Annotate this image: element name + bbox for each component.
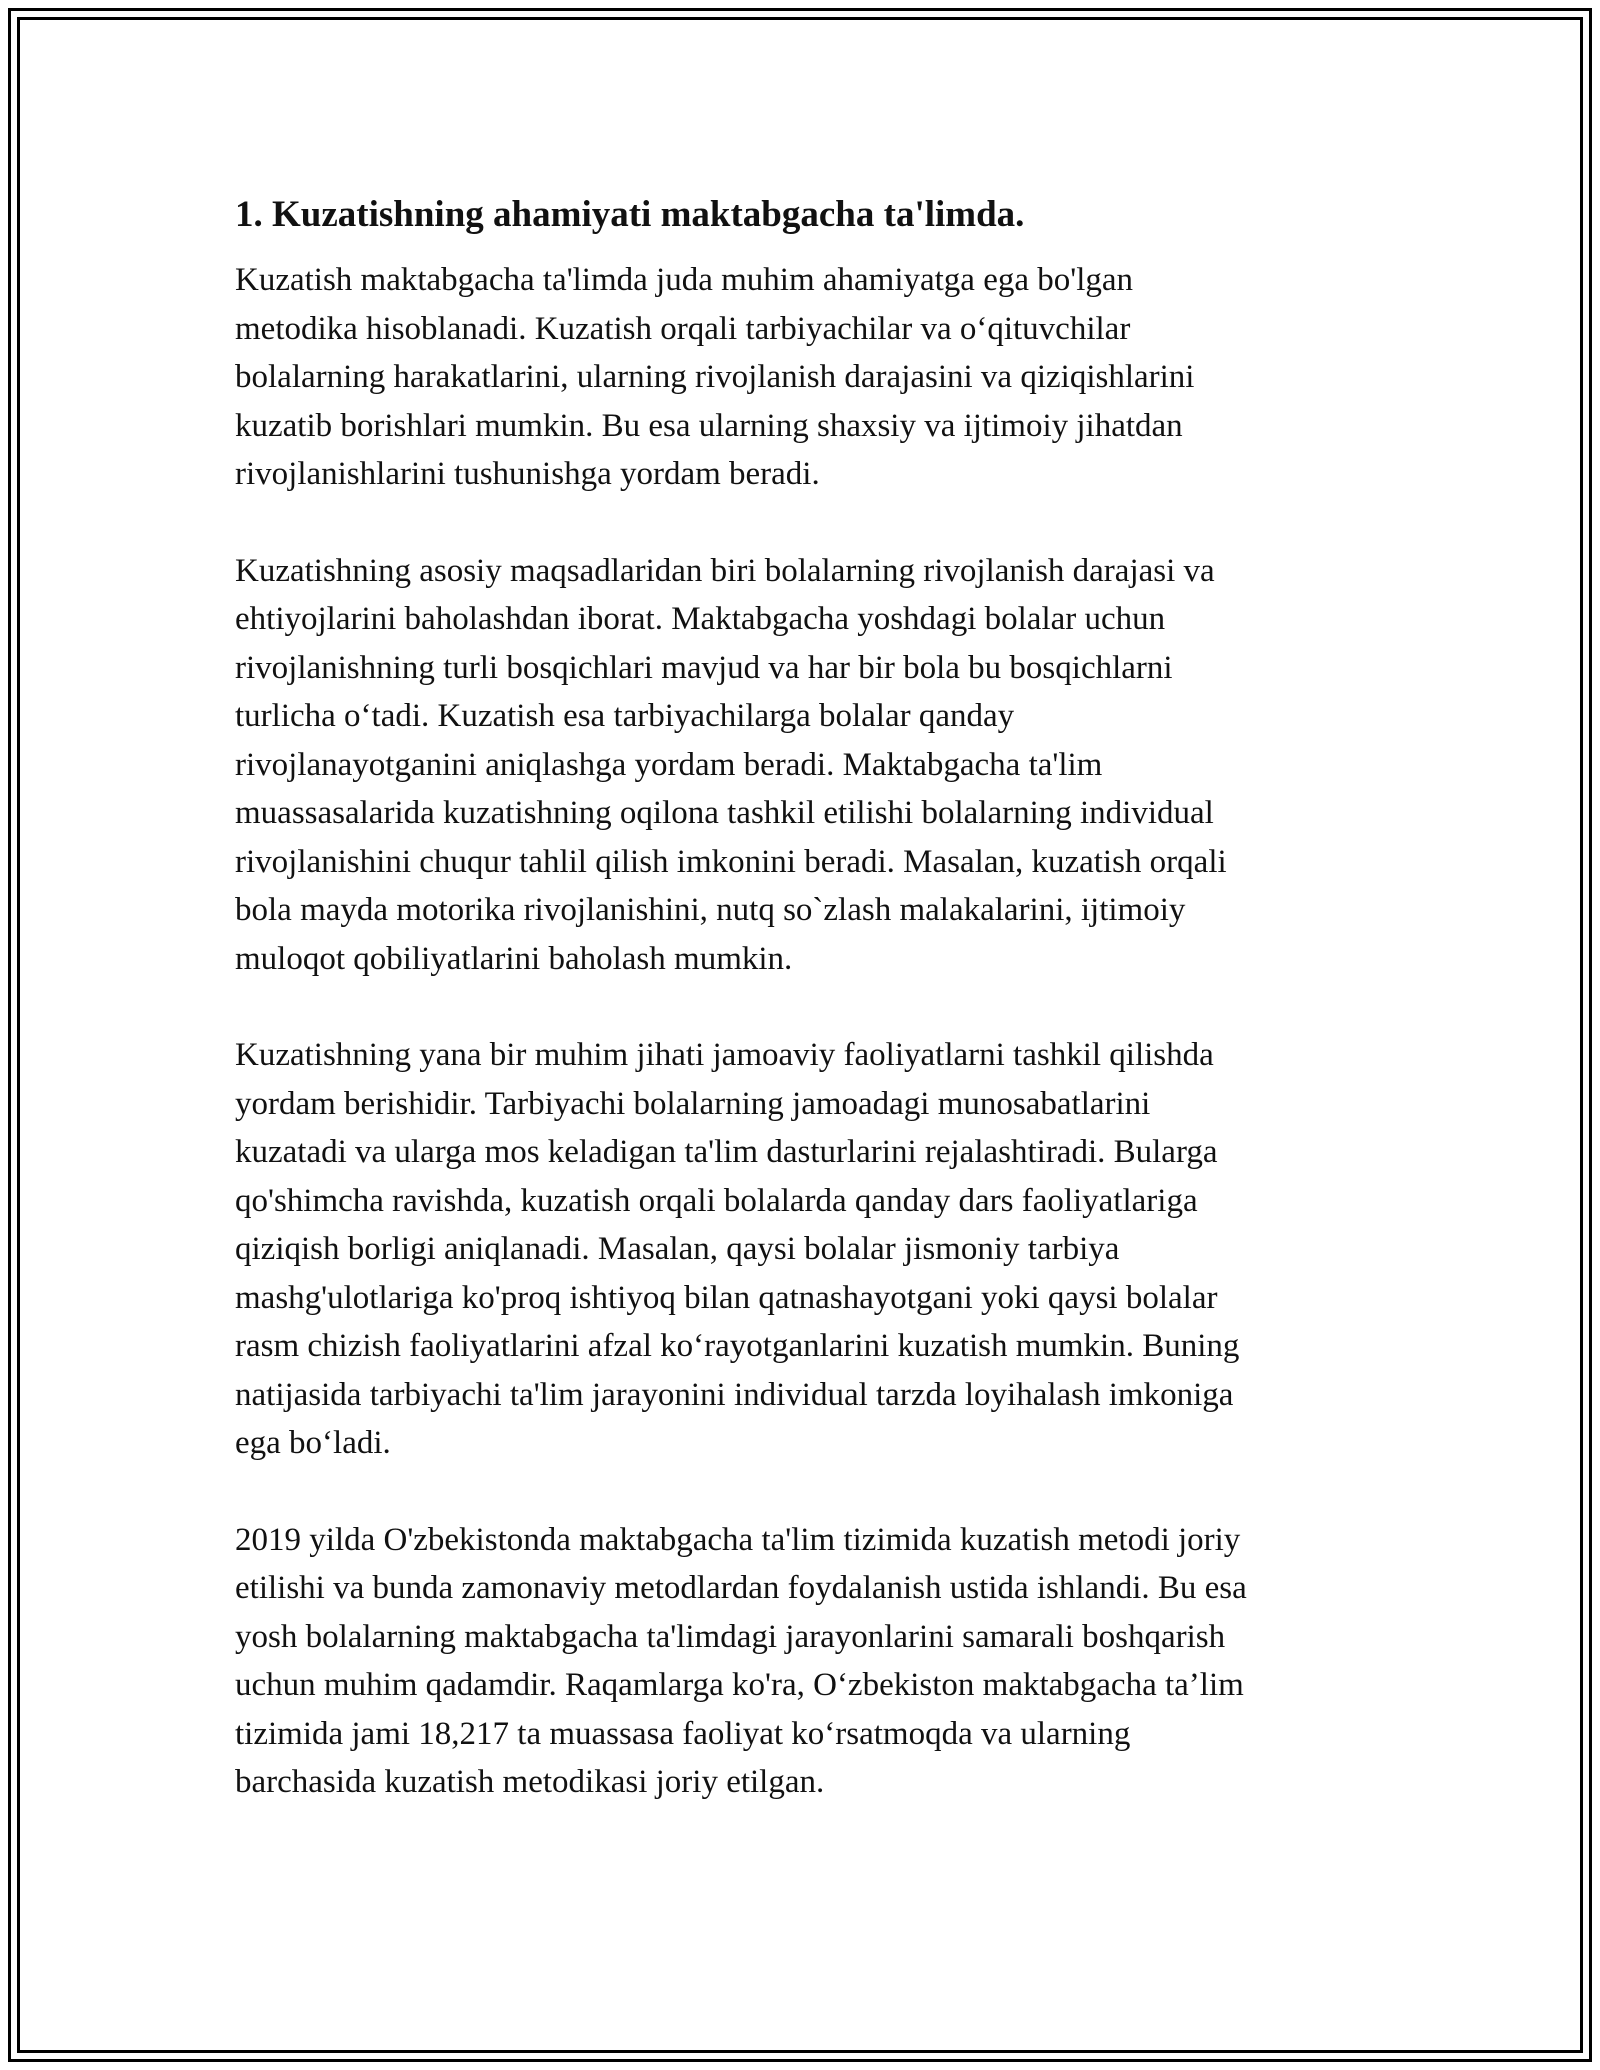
paragraph-line: Kuzatishning asosiy maqsadlaridan biri bolalarning rivojlanish darajasi va xyxy=(235,552,1215,589)
paragraph-line: rivojlanayotganini aniqlashga yordam beradi. Maktabgacha ta'lim xyxy=(235,746,1103,783)
paragraph-3 xyxy=(235,1031,1375,1468)
paragraph-line: metodika hisoblanadi. Kuzatish orqali tarbiyachilar va o‘qituvchilar xyxy=(235,310,1131,347)
paragraph-line: yosh bolalarning maktabgacha ta'limdagi jarayonlarini samarali boshqarish xyxy=(235,1618,1226,1655)
paragraph-line: qiziqish borligi aniqlanadi. Masalan, qaysi bolalar jismoniy tarbiya xyxy=(235,1231,1120,1267)
paragraph-line: rivojlanishning turli bosqichlari mavjud va har bir bola bu bosqichlarni xyxy=(235,649,1173,686)
paragraph-line: yordam berishidir. Tarbiyachi bolalarning jamoadagi munosabatlarini xyxy=(235,1085,1151,1122)
paragraph-line: rasm chizish faoliyatlarini afzal ko‘rayotganlarini kuzatish mumkin. Buning xyxy=(235,1328,1240,1364)
paragraph-line: bolalarning harakatlarini, ularning rivojlanish darajasini va qiziqishlarini xyxy=(235,359,1195,395)
paragraph-line: uchun muhim qadamdir. Raqamlarga ko'ra, O‘zbekiston maktabgacha ta’lim xyxy=(235,1667,1244,1703)
paragraph-line: Kuzatishning yana bir muhim jihati jamoaviy faoliyatlarni tashkil qilishda xyxy=(235,1037,1214,1073)
paragraph-line: barchasida kuzatish metodikasi joriy etilgan. xyxy=(235,1764,825,1800)
paragraph-line: kuzatadi va ularga mos keladigan ta'lim dasturlarini rejalashtiradi. Bularga xyxy=(235,1134,1218,1170)
paragraph-line: ega bo‘ladi. xyxy=(235,1425,391,1461)
paragraph-line: rivojlanishlarini tushunishga yordam beradi. xyxy=(235,456,820,492)
paragraph-2 xyxy=(235,547,1375,984)
paragraph-line: etilishi va bunda zamonaviy metodlardan foydalanish ustida ishlandi. Bu esa xyxy=(235,1570,1247,1606)
paragraph-line: 2019 yilda O'zbekistonda maktabgacha ta'lim tizimida kuzatish metodi joriy xyxy=(235,1521,1241,1558)
paragraph-line: turlicha o‘tadi. Kuzatish esa tarbiyachilarga bolalar qanday xyxy=(235,698,1015,734)
paragraph-line: ehtiyojlarini baholashdan iborat. Maktabgacha yoshdagi bolalar uchun xyxy=(235,601,1166,637)
section-heading: 1. Kuzatishning ahamiyati maktabgacha ta'limda. xyxy=(235,194,1025,235)
paragraph-line: muassasalarida kuzatishning oqilona tashkil etilishi bolalarning individual xyxy=(235,795,1214,831)
paragraph-4 xyxy=(235,1516,1375,1807)
paragraph-1 xyxy=(235,256,1375,499)
document-body xyxy=(235,188,1375,1855)
paragraph-line: Kuzatish maktabgacha ta'limda juda muhim ahamiyatga ega bo'lgan xyxy=(235,262,1134,298)
paragraph-line: natijasida tarbiyachi ta'lim jarayonini individual tarzda loyihalash imkoniga xyxy=(235,1376,1234,1413)
paragraph-line: bola mayda motorika rivojlanishini, nutq so`zlash malakalarini, ijtimoiy xyxy=(235,892,1186,928)
paragraph-line: muloqot qobiliyatlarini baholash mumkin. xyxy=(235,940,793,977)
paragraph-line: qo'shimcha ravishda, kuzatish orqali bolalarda qanday dars faoliyatlariga xyxy=(235,1182,1198,1219)
paragraph-line: kuzatib borishlari mumkin. Bu esa ularning shaxsiy va ijtimoiy jihatdan xyxy=(235,407,1183,444)
paragraph-line: tizimida jami 18,217 ta muassasa faoliyat ko‘rsatmoqda va ularning xyxy=(235,1715,1131,1752)
paragraph-line: rivojlanishini chuqur tahlil qilish imkonini beradi. Masalan, kuzatish orqali xyxy=(235,843,1227,880)
paragraph-line: mashg'ulotlariga ko'proq ishtiyoq bilan qatnashayotgani yoki qaysi bolalar xyxy=(235,1279,1218,1316)
